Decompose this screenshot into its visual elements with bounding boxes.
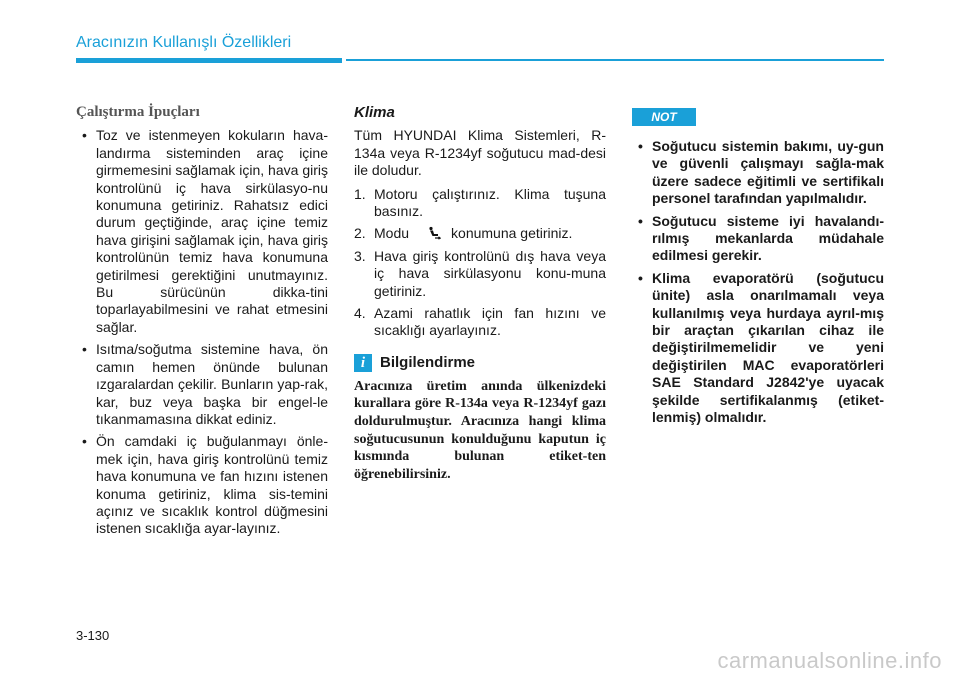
- step-text: Azami rahatlık için fan hızını ve sıcaklığı ayarlayınız.: [374, 305, 606, 339]
- step-number: 4.: [354, 305, 366, 322]
- operating-tips-list: [76, 127, 328, 537]
- column-operating-tips: [76, 100, 328, 543]
- list-item: • Toz ve istenmeyen kokuların hava-landırma sisteminden araç içine girmemesini sağlamak için, hava giriş kontrolünü iç hava sirkülasyo-nu konumuna getiriniz. Rahatsız edici durum geçtiğinde, araç içine temiz hava girişini sağlamak için, hava giriş kontrolünün temiz hava konumuna getirilmesi gerektiğini unutmayınız. Bu sürücünün dikka-tini toparlayabilmesini ve rahat etmesini sağlar.: [76, 127, 328, 336]
- information-title: Bilgilendirme: [380, 354, 476, 372]
- list-item: • Soğutucu sisteme iyi havalandı-rılmış mekanlarda müdahale edilmesi gerekir.: [632, 213, 884, 265]
- step-text: Hava giriş kontrolünü dış hava veya iç hava sirkülasyonu konu-muna getiriniz.: [374, 247, 606, 299]
- step-text-post: konumuna getiriniz.: [451, 225, 573, 242]
- step-item: [354, 225, 606, 242]
- operating-tips-heading: Çalıştırma İpuçları: [76, 104, 200, 120]
- header-rule-thick: [76, 58, 342, 63]
- step-text-pre: Modu: [374, 225, 410, 242]
- list-item: • Soğutucu sistemin bakımı, uy-gun ve güvenli çalışmayı sağla-mak üzere sadece eğitimli ve sertifikalı personel tarafından yapılmalıdır.: [632, 138, 884, 208]
- column-note: [632, 100, 884, 432]
- floor-vent-mode-icon: [427, 226, 441, 240]
- column-air-conditioning: [354, 100, 606, 483]
- list-item: • Ön camdaki iç buğulanmayı önle-mek için, hava giriş kontrolünü temiz hava konumuna ve fan hızını istenen konuma getiriniz, klima sis-temini açınız ve sıcaklık kontrol düğmesini istenen sıcaklığa ayar-layınız.: [76, 433, 328, 537]
- step-number: 2.: [354, 225, 366, 242]
- list-item: • Isıtma/soğutma sistemine hava, ön camın hemen önünde bulunan ızgaralardan çekilir. Bunların yap-rak, kar, buz veya başka bir engel-le tıkanmamasına dikkat ediniz.: [76, 341, 328, 428]
- air-conditioning-intro: Tüm HYUNDAI Klima Sistemleri, R-134a veya R-1234yf soğutucu mad-desi ile doludur.: [354, 127, 606, 179]
- watermark: carmanualsonline.info: [717, 648, 942, 673]
- header-rule-thin: [346, 59, 884, 61]
- step-number: 1.: [354, 185, 366, 202]
- section-title: Aracınızın Kullanışlı Özellikleri: [76, 34, 292, 51]
- note-list: [632, 138, 884, 427]
- step-item: [354, 305, 606, 340]
- steps-list: [354, 186, 606, 340]
- step-item: [354, 186, 606, 221]
- information-header: [354, 354, 606, 372]
- note-badge: NOT: [632, 108, 696, 126]
- information-body: Aracınıza üretim anında ülkenizdeki kurallara göre R-134a veya R-1234yf gazı doldurulmuştur. Aracınıza hangi klima soğutucusunun konulduğunu kaputun iç kısmında bulunan etiket-ten öğrenebilirsiniz.: [354, 378, 606, 482]
- air-conditioning-heading: Klima: [354, 104, 395, 121]
- step-text: Motoru çalıştırınız. Klima tuşuna basınız.: [374, 185, 606, 220]
- step-item: [354, 248, 606, 300]
- info-icon: i: [354, 354, 372, 372]
- list-item: • Klima evaporatörü (soğutucu ünite) asla onarılmamalı veya kullanılmış veya hurdaya ayrıl-mış bir araçtan çıkarılan cihaz ile değiştirilmemelidir ve yeni değiştirilen MAC evaporatörleri SAE Standard J2842'ye uyacak şekilde sertifikalanmış (etiket-lenmiş) olmalıdır.: [632, 270, 884, 427]
- page-number: 3-130: [76, 628, 110, 643]
- step-number: 3.: [354, 247, 366, 264]
